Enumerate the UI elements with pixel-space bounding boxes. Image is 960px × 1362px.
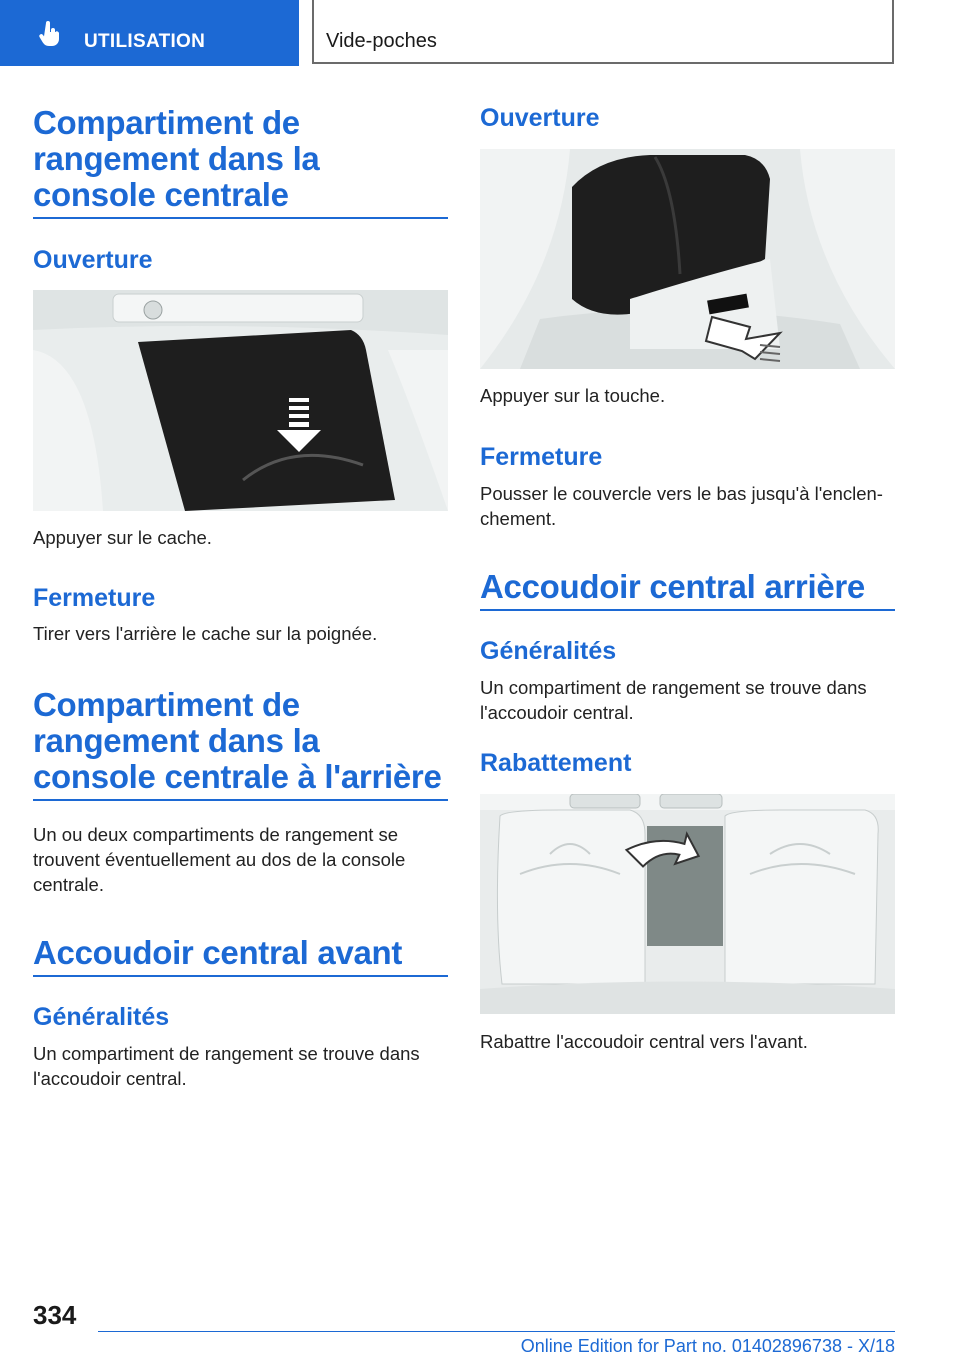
page-number: 334: [33, 1300, 77, 1330]
heading-rear-console: Compartiment de rangement dans la console centrale à l'arrière: [33, 686, 442, 795]
chapter-tab[interactable]: [0, 0, 299, 66]
heading-rear-armrest: Accoudoir central arrière: [480, 568, 865, 605]
text-closing: Pousser le couvercle vers le bas jusqu'à l'enclen-chement.: [480, 483, 883, 529]
chapter-tab-label: UTILISATION: [84, 31, 206, 52]
hand-pointer-icon: [36, 20, 64, 48]
heading-center-console: Compartiment de rangement dans la console centrale: [33, 104, 320, 213]
subheading-general: Généralités: [33, 1003, 170, 1031]
figure-armrest-button: [480, 149, 895, 369]
section-title-box: [312, 0, 894, 64]
footer-edition: Online Edition for Part no. 01402896738 - X/18: [520, 1336, 895, 1356]
heading-rule: [33, 217, 448, 219]
heading-rule: [480, 609, 895, 611]
subheading-closing: Fermeture: [33, 584, 156, 612]
subheading-opening: Ouverture: [33, 246, 153, 274]
footer-rule: [98, 1331, 895, 1332]
figure-console-cover: [33, 290, 448, 511]
figure-rear-armrest-fold: [480, 794, 895, 1014]
subheading-closing: Fermeture: [480, 443, 603, 471]
subheading-fold: Rabattement: [480, 749, 632, 777]
text-closing: Tirer vers l'arrière le cache sur la poignée.: [33, 623, 378, 644]
heading-front-armrest: Accoudoir central avant: [33, 934, 403, 971]
heading-rule: [33, 975, 448, 977]
heading-rule: [33, 799, 448, 801]
caption-opening: Appuyer sur la touche.: [480, 385, 666, 406]
subheading-opening: Ouverture: [480, 104, 600, 132]
caption-fold: Rabattre l'accoudoir central vers l'avant.: [480, 1031, 808, 1052]
subheading-general: Généralités: [480, 637, 617, 665]
text-rear-console: Un ou deux compartiments de rangement se trouvent éventuellement au dos de la console centrale.: [33, 824, 406, 895]
text-general: Un compartiment de rangement se trouve dans l'accoudoir central.: [480, 677, 867, 723]
section-title: Vide-poches: [326, 30, 437, 52]
caption-opening: Appuyer sur le cache.: [33, 527, 212, 548]
text-general: Un compartiment de rangement se trouve dans l'accoudoir central.: [33, 1043, 420, 1089]
